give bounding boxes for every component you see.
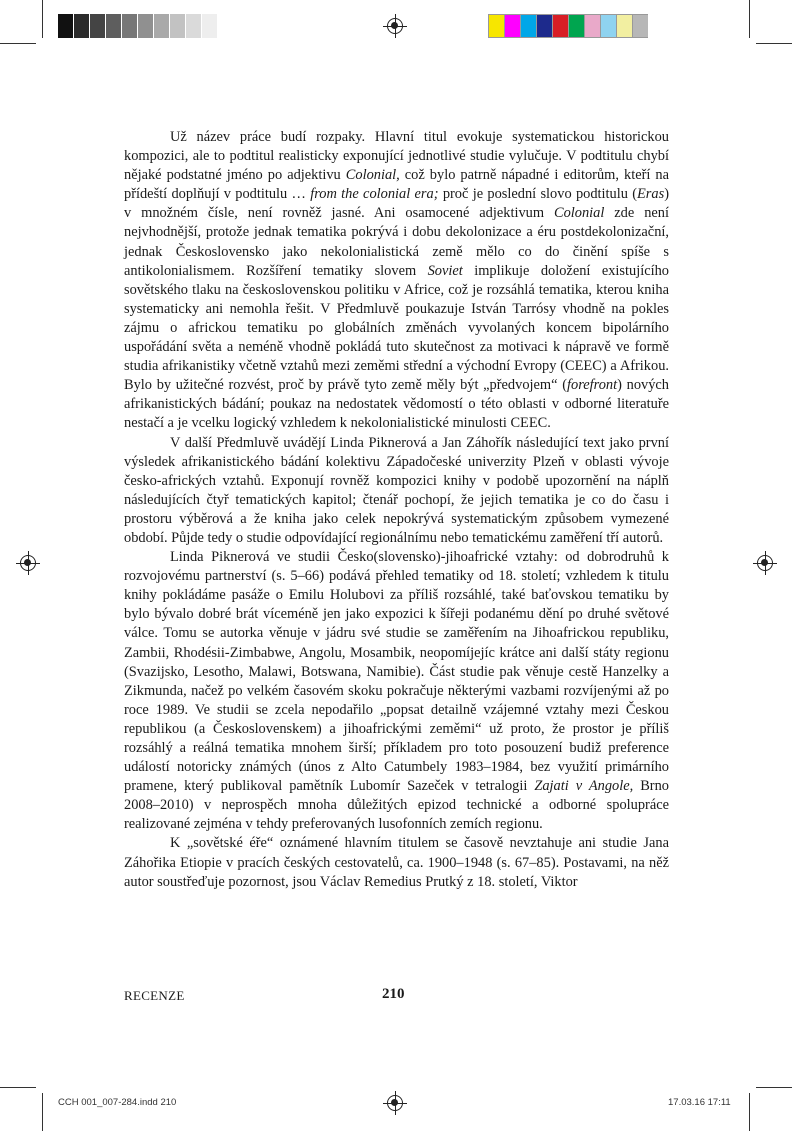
crop-mark — [749, 0, 750, 38]
color-swatch — [584, 14, 600, 38]
paragraph — [124, 128, 669, 434]
color-swatch — [632, 14, 648, 38]
crop-mark — [0, 1087, 36, 1088]
gray-swatch — [138, 14, 154, 38]
text-run: proč je poslední slovo podtitulu ( — [438, 186, 638, 203]
paragraph — [124, 434, 669, 549]
italic-run: from the colonial era; — [310, 186, 439, 203]
gray-swatch — [170, 14, 186, 38]
italic-run: Soviet — [427, 262, 463, 279]
text-run: K „sovětské éře“ oznámené hlavním titulem se časově nevztahuje ani studie Jana Záhořika Etiopie v pracích českých cestovatelů, ca. 1900–1948 (s. 67–85). Postavami, na něž autor soustřeďuje pozornost, jsou Václav Remedius Prutký z 18. století, Viktor — [124, 835, 669, 890]
paragraph — [124, 548, 669, 834]
crop-mark — [756, 43, 792, 44]
text-run: ) nových afrikanistických bádání; poukaz na nedostatek vědomostí o této oblasti v odborné literatuře nestačí a je vcelku logický vzhledem k nekolonialistické minulosti CEEC. — [124, 377, 669, 432]
color-swatch — [488, 14, 504, 38]
text-run: V další Předmluvě uvádějí Linda Piknerová a Jan Záhořík následující text jako první výsledek afrikanistického bádání kolektivu Západočeské univerzity Plzeň v oblasti vývoje česko-afrických vztahů. Exponují rovněž kompozici knihy v podobě upozornění na náplň následujících čtyř tematických kapitol; čtenář pochopí, že jejich tematika je co do času i prostoru výběrová a že kniha jako celek nepokrývá systematickým způsobem vymezené období. Půjde tedy o studie odpovídající regionálnímu nebo tematickému zaměření tří autorů. — [124, 434, 669, 546]
italic-run: Zajati v Angole, — [534, 778, 634, 795]
italic-run: Eras — [637, 186, 665, 203]
slug-timestamp: 17.03.16 17:11 — [668, 1097, 731, 1108]
gray-swatch — [106, 14, 122, 38]
color-swatch — [552, 14, 568, 38]
slug-filename: CCH 001_007-284.indd 210 — [58, 1097, 177, 1108]
color-swatch — [536, 14, 552, 38]
running-footer-section: RECENZE — [124, 988, 185, 1003]
text-run: Linda Piknerová ve studii Česko(slovensko)-jihoafrické vztahy: od dobrodruhů k rozvojovému partnerství (s. 5–66) podává přehled tematiky od 18. století; vzhledem k titulu knihy pokládáme pasáže o Emilu Holubovi za příliš rozsáhlé, také baťovskou tematiku by bylo bývalo dobré brát víceméně jen jako expozici k šířeji podanému dění po druhé světové válce. Tomu se autorka věnuje v jádru své studie se zaměřením na Jihoafrickou republiku, Zambii, Rhodésii-Zimbabwe, Angolu, Mosambik, neopomíjejíc krátce ani další státy regionu (Svazijsko, Lesotho, Malawi, Botswana, Namibie). Část studie pak věnuje cestě Hanzelky a Zikmunda, načež po velkém časovém skoku pokračuje některými vazbami rozvíjenými až po roce 1989. Ve studii se zcela nepodařilo „popsat detailně vzájemné vztahy mezi Českou republikou (a Československem) a jihoafrickými zeměmi“ už proto, že prostor je příliš rozsáhlý a reálná tematika mnohem širší; příkladem pro toto posouzení budiž preference událostí notoricky známých (únos z Alto Catumbely 1983–1984, bez využití primárního pramene, který publikoval pamětník Lubomír Sazeček v tetralogii — [124, 549, 669, 795]
italic-run: forefront — [567, 377, 618, 394]
gray-swatch — [154, 14, 170, 38]
text-run: zde není nejvhodnější, protože jednak tematika pokrývá i dobu dekolonizace a éru postdekolonizační, jednak Československo jako nekolonialistická země mělo co do činění spíše s antikolonialismem. Rozšíření tematiky slovem — [124, 205, 669, 279]
gray-swatch — [58, 14, 74, 38]
paragraph — [124, 834, 669, 891]
page-number: 210 — [382, 986, 405, 1002]
gray-swatch — [202, 14, 218, 38]
color-swatch — [520, 14, 536, 38]
text-run: implikuje doložení existujícího sovětského tlaku na československou politiku v Africe, což je rozsáhlá tematika, kterou kniha systematicky ani nemohla řešit. V Předmluvě poukazuje István Tarrósy vhodně na pokles zájmu o africkou tematiku po globálních změnách vyvolaných koncem bipolárního uspořádání světa a neméně vhodně pokládá tuto skutečnost za motivaci k nápravě ve formě studia afrikanistiky včetně vztahů mezi zeměmi střední a východní Evropy (CEEC) a Afrikou. Bylo by užitečné rozvést, proč by právě tyto země měly být „předvojem“ ( — [124, 262, 669, 394]
process-color-bar — [488, 14, 648, 38]
gray-color-bar — [58, 14, 218, 38]
text-run: Už název práce budí rozpaky. Hlavní titul evokuje systematickou historickou kompozici, ale to podtitul realisticky exponující jednotlivé studie vylučuje. V podtitulu chybí nějaké podstatné jméno po adjektivu — [124, 129, 669, 184]
registration-mark-left — [20, 555, 36, 571]
text-run: Brno 2008–2010) v neprospěch mnoha důležitých epizod technické a odborné spolupráce realizované zejména v tehdy preferovaných lusofonních zemích regionu. — [124, 778, 669, 833]
crop-mark — [0, 43, 36, 44]
registration-mark-top — [387, 18, 403, 34]
gray-swatch — [74, 14, 90, 38]
crop-mark — [756, 1087, 792, 1088]
text-run: ) v množném čísle, není rovněž jasné. Ani osamocené adjektivum — [124, 186, 669, 222]
gray-swatch — [90, 14, 106, 38]
registration-mark-bottom — [387, 1095, 403, 1111]
color-swatch — [616, 14, 632, 38]
gray-swatch — [186, 14, 202, 38]
color-swatch — [568, 14, 584, 38]
crop-mark — [42, 1093, 43, 1131]
registration-mark-right — [757, 555, 773, 571]
color-swatch — [600, 14, 616, 38]
color-swatch — [504, 14, 520, 38]
italic-run: Colonial — [553, 205, 605, 222]
italic-run: Colonial, — [345, 167, 400, 184]
article-body — [124, 128, 669, 892]
gray-swatch — [122, 14, 138, 38]
crop-mark — [42, 0, 43, 38]
crop-mark — [749, 1093, 750, 1131]
text-run: což bylo patrně nápadné i editorům, kteří na přídeští doplňují v podtitulu … — [124, 167, 669, 203]
